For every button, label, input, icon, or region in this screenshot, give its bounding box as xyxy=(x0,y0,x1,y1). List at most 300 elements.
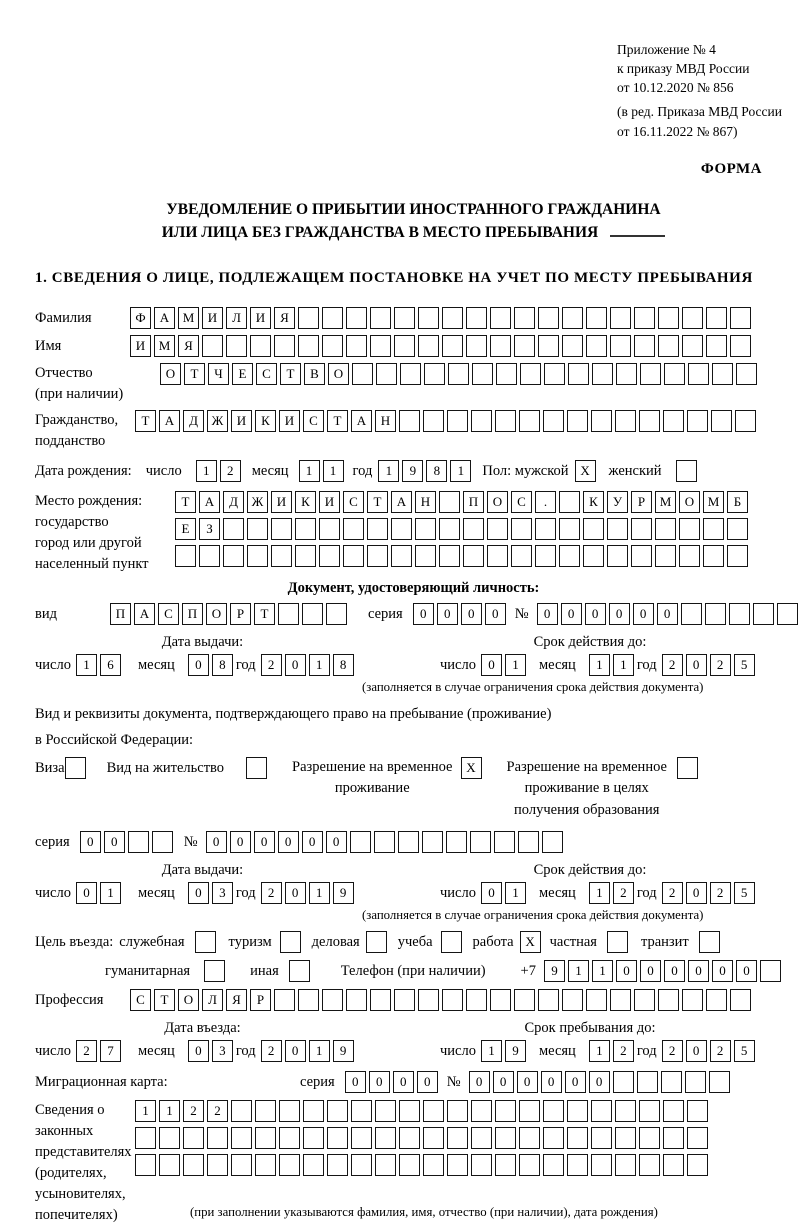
char-cell[interactable] xyxy=(607,518,628,540)
char-cell[interactable] xyxy=(159,1127,180,1149)
char-cell[interactable]: 1 xyxy=(309,1040,330,1062)
char-cell[interactable] xyxy=(375,1127,396,1149)
char-cell[interactable] xyxy=(466,307,487,329)
char-cell[interactable]: 0 xyxy=(657,603,678,625)
char-cell[interactable]: 0 xyxy=(561,603,582,625)
char-cell[interactable] xyxy=(538,989,559,1011)
char-cell[interactable]: 9 xyxy=(333,1040,354,1062)
char-cell[interactable] xyxy=(298,307,319,329)
char-cell[interactable]: О xyxy=(160,363,181,385)
char-cell[interactable]: 0 xyxy=(285,654,306,676)
char-cell[interactable] xyxy=(423,1100,444,1122)
char-cell[interactable]: 2 xyxy=(710,882,731,904)
char-cell[interactable]: Р xyxy=(631,491,652,513)
char-cell[interactable]: А xyxy=(199,491,220,513)
char-cell[interactable]: Т xyxy=(327,410,348,432)
char-cell[interactable] xyxy=(535,545,556,567)
char-cell[interactable] xyxy=(538,335,559,357)
char-cell[interactable]: 9 xyxy=(333,882,354,904)
char-cell[interactable]: 0 xyxy=(712,960,733,982)
char-cell[interactable]: 0 xyxy=(640,960,661,982)
char-cell[interactable] xyxy=(687,410,708,432)
char-cell[interactable]: Е xyxy=(232,363,253,385)
char-cell[interactable] xyxy=(439,518,460,540)
char-cell[interactable] xyxy=(423,1127,444,1149)
char-cell[interactable] xyxy=(511,545,532,567)
char-cell[interactable] xyxy=(495,1100,516,1122)
char-cell[interactable] xyxy=(676,460,697,482)
char-cell[interactable]: 0 xyxy=(206,831,227,853)
char-cell[interactable]: 0 xyxy=(326,831,347,853)
char-cell[interactable] xyxy=(303,1100,324,1122)
char-cell[interactable] xyxy=(447,410,468,432)
char-cell[interactable]: 2 xyxy=(220,460,241,482)
char-cell[interactable] xyxy=(399,1127,420,1149)
char-cell[interactable] xyxy=(538,307,559,329)
char-cell[interactable] xyxy=(615,1127,636,1149)
char-cell[interactable]: И xyxy=(279,410,300,432)
char-cell[interactable] xyxy=(442,307,463,329)
char-cell[interactable] xyxy=(681,603,702,625)
char-cell[interactable]: Т xyxy=(367,491,388,513)
char-cell[interactable] xyxy=(730,989,751,1011)
char-cell[interactable] xyxy=(777,603,798,625)
char-cell[interactable] xyxy=(490,335,511,357)
char-cell[interactable] xyxy=(367,518,388,540)
char-cell[interactable]: Л xyxy=(226,307,247,329)
char-cell[interactable]: 9 xyxy=(402,460,423,482)
char-cell[interactable] xyxy=(471,1154,492,1176)
char-cell[interactable]: А xyxy=(391,491,412,513)
char-cell[interactable] xyxy=(447,1127,468,1149)
char-cell[interactable] xyxy=(613,1071,634,1093)
char-cell[interactable] xyxy=(518,831,539,853)
char-cell[interactable]: 2 xyxy=(261,882,282,904)
char-cell[interactable]: А xyxy=(134,603,155,625)
char-cell[interactable]: 1 xyxy=(481,1040,502,1062)
char-cell[interactable] xyxy=(247,518,268,540)
char-cell[interactable] xyxy=(562,307,583,329)
char-cell[interactable] xyxy=(736,363,757,385)
char-cell[interactable]: Р xyxy=(250,989,271,1011)
char-cell[interactable]: . xyxy=(535,491,556,513)
char-cell[interactable] xyxy=(439,491,460,513)
char-cell[interactable] xyxy=(682,307,703,329)
char-cell[interactable]: Т xyxy=(254,603,275,625)
char-cell[interactable] xyxy=(470,831,491,853)
char-cell[interactable] xyxy=(663,1127,684,1149)
char-cell[interactable] xyxy=(231,1127,252,1149)
char-cell[interactable]: 1 xyxy=(589,654,610,676)
char-cell[interactable]: Н xyxy=(375,410,396,432)
char-cell[interactable]: 2 xyxy=(183,1100,204,1122)
char-cell[interactable] xyxy=(370,335,391,357)
char-cell[interactable] xyxy=(685,1071,706,1093)
char-cell[interactable] xyxy=(543,1154,564,1176)
char-cell[interactable] xyxy=(274,989,295,1011)
char-cell[interactable] xyxy=(351,1100,372,1122)
char-cell[interactable] xyxy=(535,518,556,540)
char-cell[interactable] xyxy=(327,1100,348,1122)
char-cell[interactable] xyxy=(399,1154,420,1176)
char-cell[interactable]: 1 xyxy=(505,654,526,676)
char-cell[interactable] xyxy=(226,335,247,357)
char-cell[interactable] xyxy=(658,335,679,357)
char-cell[interactable] xyxy=(679,545,700,567)
char-cell[interactable]: 0 xyxy=(481,654,502,676)
char-cell[interactable]: 0 xyxy=(285,1040,306,1062)
char-cell[interactable] xyxy=(231,1154,252,1176)
char-cell[interactable]: О xyxy=(328,363,349,385)
char-cell[interactable] xyxy=(639,410,660,432)
char-cell[interactable] xyxy=(631,545,652,567)
char-cell[interactable]: 1 xyxy=(450,460,471,482)
char-cell[interactable]: 1 xyxy=(76,654,97,676)
char-cell[interactable] xyxy=(418,307,439,329)
char-cell[interactable]: 2 xyxy=(261,654,282,676)
char-cell[interactable] xyxy=(677,757,698,779)
char-cell[interactable] xyxy=(495,1154,516,1176)
char-cell[interactable] xyxy=(423,410,444,432)
char-cell[interactable]: 8 xyxy=(333,654,354,676)
char-cell[interactable] xyxy=(231,1100,252,1122)
char-cell[interactable]: И xyxy=(250,307,271,329)
char-cell[interactable] xyxy=(615,410,636,432)
char-cell[interactable] xyxy=(274,335,295,357)
char-cell[interactable] xyxy=(542,831,563,853)
char-cell[interactable] xyxy=(705,603,726,625)
char-cell[interactable]: А xyxy=(154,307,175,329)
char-cell[interactable]: В xyxy=(304,363,325,385)
char-cell[interactable]: 0 xyxy=(104,831,125,853)
char-cell[interactable] xyxy=(399,1100,420,1122)
char-cell[interactable] xyxy=(400,363,421,385)
char-cell[interactable]: X xyxy=(575,460,596,482)
char-cell[interactable]: 0 xyxy=(437,603,458,625)
char-cell[interactable] xyxy=(247,545,268,567)
char-cell[interactable] xyxy=(760,960,781,982)
char-cell[interactable] xyxy=(298,335,319,357)
char-cell[interactable] xyxy=(712,363,733,385)
char-cell[interactable] xyxy=(207,1154,228,1176)
char-cell[interactable]: О xyxy=(679,491,700,513)
char-cell[interactable] xyxy=(322,307,343,329)
char-cell[interactable] xyxy=(591,1100,612,1122)
char-cell[interactable] xyxy=(327,1154,348,1176)
char-cell[interactable] xyxy=(350,831,371,853)
char-cell[interactable] xyxy=(370,307,391,329)
char-cell[interactable] xyxy=(687,1127,708,1149)
char-cell[interactable]: 1 xyxy=(592,960,613,982)
char-cell[interactable] xyxy=(442,989,463,1011)
char-cell[interactable] xyxy=(591,1127,612,1149)
char-cell[interactable]: И xyxy=(319,491,340,513)
char-cell[interactable]: З xyxy=(199,518,220,540)
char-cell[interactable]: 1 xyxy=(323,460,344,482)
char-cell[interactable] xyxy=(610,989,631,1011)
char-cell[interactable]: 7 xyxy=(100,1040,121,1062)
char-cell[interactable] xyxy=(418,335,439,357)
char-cell[interactable] xyxy=(280,931,301,953)
char-cell[interactable]: 8 xyxy=(426,460,447,482)
char-cell[interactable] xyxy=(463,545,484,567)
char-cell[interactable] xyxy=(688,363,709,385)
char-cell[interactable]: 0 xyxy=(230,831,251,853)
char-cell[interactable]: 0 xyxy=(585,603,606,625)
char-cell[interactable] xyxy=(223,518,244,540)
char-cell[interactable]: 0 xyxy=(413,603,434,625)
char-cell[interactable]: 0 xyxy=(278,831,299,853)
char-cell[interactable] xyxy=(202,335,223,357)
char-cell[interactable] xyxy=(687,1154,708,1176)
char-cell[interactable]: 0 xyxy=(686,1040,707,1062)
char-cell[interactable] xyxy=(128,831,149,853)
char-cell[interactable]: 1 xyxy=(378,460,399,482)
char-cell[interactable]: 5 xyxy=(734,1040,755,1062)
char-cell[interactable]: И xyxy=(130,335,151,357)
char-cell[interactable] xyxy=(418,989,439,1011)
char-cell[interactable]: Ч xyxy=(208,363,229,385)
char-cell[interactable] xyxy=(255,1154,276,1176)
char-cell[interactable] xyxy=(663,1154,684,1176)
char-cell[interactable]: 2 xyxy=(662,654,683,676)
char-cell[interactable] xyxy=(711,410,732,432)
char-cell[interactable]: 0 xyxy=(633,603,654,625)
char-cell[interactable]: К xyxy=(583,491,604,513)
char-cell[interactable] xyxy=(159,1154,180,1176)
char-cell[interactable] xyxy=(279,1127,300,1149)
char-cell[interactable]: 0 xyxy=(188,1040,209,1062)
char-cell[interactable] xyxy=(592,363,613,385)
char-cell[interactable] xyxy=(661,1071,682,1093)
char-cell[interactable]: 0 xyxy=(188,882,209,904)
char-cell[interactable]: П xyxy=(182,603,203,625)
char-cell[interactable] xyxy=(295,518,316,540)
char-cell[interactable] xyxy=(634,335,655,357)
char-cell[interactable] xyxy=(519,410,540,432)
char-cell[interactable] xyxy=(567,410,588,432)
char-cell[interactable]: Р xyxy=(230,603,251,625)
char-cell[interactable]: С xyxy=(130,989,151,1011)
char-cell[interactable]: 0 xyxy=(485,603,506,625)
char-cell[interactable] xyxy=(567,1154,588,1176)
char-cell[interactable] xyxy=(366,931,387,953)
char-cell[interactable] xyxy=(65,757,86,779)
char-cell[interactable]: 1 xyxy=(100,882,121,904)
char-cell[interactable] xyxy=(583,545,604,567)
char-cell[interactable] xyxy=(326,603,347,625)
char-cell[interactable] xyxy=(279,1100,300,1122)
char-cell[interactable] xyxy=(655,545,676,567)
char-cell[interactable]: 0 xyxy=(302,831,323,853)
char-cell[interactable]: П xyxy=(110,603,131,625)
char-cell[interactable] xyxy=(375,1154,396,1176)
char-cell[interactable]: 1 xyxy=(299,460,320,482)
char-cell[interactable] xyxy=(663,410,684,432)
char-cell[interactable] xyxy=(730,307,751,329)
char-cell[interactable]: С xyxy=(511,491,532,513)
char-cell[interactable] xyxy=(679,518,700,540)
char-cell[interactable]: С xyxy=(303,410,324,432)
char-cell[interactable] xyxy=(699,931,720,953)
char-cell[interactable] xyxy=(298,989,319,1011)
char-cell[interactable] xyxy=(514,335,535,357)
char-cell[interactable] xyxy=(471,1100,492,1122)
char-cell[interactable] xyxy=(255,1100,276,1122)
char-cell[interactable] xyxy=(394,989,415,1011)
char-cell[interactable] xyxy=(472,363,493,385)
char-cell[interactable] xyxy=(271,545,292,567)
char-cell[interactable] xyxy=(568,363,589,385)
char-cell[interactable] xyxy=(591,1154,612,1176)
char-cell[interactable] xyxy=(343,518,364,540)
char-cell[interactable]: О xyxy=(206,603,227,625)
char-cell[interactable] xyxy=(183,1154,204,1176)
char-cell[interactable]: 3 xyxy=(212,1040,233,1062)
char-cell[interactable] xyxy=(367,545,388,567)
char-cell[interactable] xyxy=(490,989,511,1011)
char-cell[interactable]: 0 xyxy=(188,654,209,676)
char-cell[interactable] xyxy=(289,960,310,982)
char-cell[interactable] xyxy=(559,491,580,513)
char-cell[interactable] xyxy=(319,518,340,540)
char-cell[interactable] xyxy=(567,1100,588,1122)
char-cell[interactable] xyxy=(255,1127,276,1149)
char-cell[interactable]: 2 xyxy=(710,1040,731,1062)
char-cell[interactable] xyxy=(199,545,220,567)
char-cell[interactable] xyxy=(664,363,685,385)
char-cell[interactable]: 0 xyxy=(493,1071,514,1093)
char-cell[interactable] xyxy=(640,363,661,385)
char-cell[interactable]: Ж xyxy=(207,410,228,432)
char-cell[interactable]: С xyxy=(158,603,179,625)
char-cell[interactable]: Я xyxy=(226,989,247,1011)
char-cell[interactable]: 2 xyxy=(261,1040,282,1062)
char-cell[interactable] xyxy=(495,410,516,432)
char-cell[interactable]: Т xyxy=(280,363,301,385)
char-cell[interactable] xyxy=(175,545,196,567)
char-cell[interactable] xyxy=(183,1127,204,1149)
char-cell[interactable] xyxy=(394,307,415,329)
char-cell[interactable] xyxy=(471,1127,492,1149)
char-cell[interactable] xyxy=(562,335,583,357)
char-cell[interactable]: 2 xyxy=(613,882,634,904)
char-cell[interactable] xyxy=(610,307,631,329)
char-cell[interactable]: И xyxy=(271,491,292,513)
char-cell[interactable] xyxy=(346,989,367,1011)
char-cell[interactable] xyxy=(135,1127,156,1149)
char-cell[interactable] xyxy=(607,931,628,953)
char-cell[interactable]: 0 xyxy=(393,1071,414,1093)
char-cell[interactable] xyxy=(586,989,607,1011)
char-cell[interactable] xyxy=(496,363,517,385)
char-cell[interactable] xyxy=(327,1127,348,1149)
char-cell[interactable] xyxy=(441,931,462,953)
char-cell[interactable] xyxy=(709,1071,730,1093)
char-cell[interactable]: О xyxy=(487,491,508,513)
char-cell[interactable] xyxy=(351,1154,372,1176)
char-cell[interactable] xyxy=(727,545,748,567)
char-cell[interactable] xyxy=(639,1127,660,1149)
char-cell[interactable]: 2 xyxy=(207,1100,228,1122)
char-cell[interactable]: М xyxy=(178,307,199,329)
char-cell[interactable] xyxy=(753,603,774,625)
char-cell[interactable] xyxy=(616,363,637,385)
char-cell[interactable]: Д xyxy=(223,491,244,513)
char-cell[interactable] xyxy=(422,831,443,853)
char-cell[interactable] xyxy=(543,1100,564,1122)
char-cell[interactable] xyxy=(278,603,299,625)
char-cell[interactable] xyxy=(398,831,419,853)
char-cell[interactable]: 9 xyxy=(505,1040,526,1062)
char-cell[interactable]: 2 xyxy=(710,654,731,676)
char-cell[interactable]: 0 xyxy=(664,960,685,982)
char-cell[interactable] xyxy=(319,545,340,567)
char-cell[interactable] xyxy=(466,335,487,357)
char-cell[interactable] xyxy=(346,335,367,357)
char-cell[interactable] xyxy=(586,307,607,329)
char-cell[interactable]: 0 xyxy=(616,960,637,982)
char-cell[interactable] xyxy=(415,545,436,567)
char-cell[interactable]: 1 xyxy=(613,654,634,676)
char-cell[interactable]: М xyxy=(655,491,676,513)
char-cell[interactable]: Ж xyxy=(247,491,268,513)
char-cell[interactable]: 0 xyxy=(589,1071,610,1093)
char-cell[interactable] xyxy=(303,1154,324,1176)
char-cell[interactable] xyxy=(399,410,420,432)
char-cell[interactable]: 3 xyxy=(212,882,233,904)
char-cell[interactable]: 1 xyxy=(568,960,589,982)
char-cell[interactable]: X xyxy=(520,931,541,953)
char-cell[interactable] xyxy=(346,307,367,329)
char-cell[interactable] xyxy=(727,518,748,540)
char-cell[interactable] xyxy=(514,307,535,329)
char-cell[interactable]: А xyxy=(351,410,372,432)
char-cell[interactable]: 0 xyxy=(461,603,482,625)
char-cell[interactable]: 0 xyxy=(80,831,101,853)
char-cell[interactable] xyxy=(520,363,541,385)
char-cell[interactable] xyxy=(463,518,484,540)
char-cell[interactable] xyxy=(487,545,508,567)
char-cell[interactable] xyxy=(658,307,679,329)
char-cell[interactable] xyxy=(511,518,532,540)
char-cell[interactable] xyxy=(610,335,631,357)
char-cell[interactable]: 1 xyxy=(159,1100,180,1122)
char-cell[interactable]: 0 xyxy=(76,882,97,904)
char-cell[interactable]: Т xyxy=(175,491,196,513)
char-cell[interactable] xyxy=(687,1100,708,1122)
char-cell[interactable]: П xyxy=(463,491,484,513)
char-cell[interactable] xyxy=(447,1100,468,1122)
char-cell[interactable]: Т xyxy=(184,363,205,385)
char-cell[interactable] xyxy=(322,335,343,357)
char-cell[interactable] xyxy=(682,335,703,357)
char-cell[interactable] xyxy=(394,335,415,357)
char-cell[interactable] xyxy=(682,989,703,1011)
char-cell[interactable]: 0 xyxy=(517,1071,538,1093)
char-cell[interactable] xyxy=(559,545,580,567)
char-cell[interactable] xyxy=(706,989,727,1011)
char-cell[interactable] xyxy=(631,518,652,540)
char-cell[interactable]: А xyxy=(159,410,180,432)
char-cell[interactable] xyxy=(544,363,565,385)
char-cell[interactable]: 2 xyxy=(613,1040,634,1062)
char-cell[interactable]: X xyxy=(461,757,482,779)
char-cell[interactable] xyxy=(634,307,655,329)
char-cell[interactable] xyxy=(495,1127,516,1149)
char-cell[interactable]: 0 xyxy=(481,882,502,904)
char-cell[interactable] xyxy=(559,518,580,540)
